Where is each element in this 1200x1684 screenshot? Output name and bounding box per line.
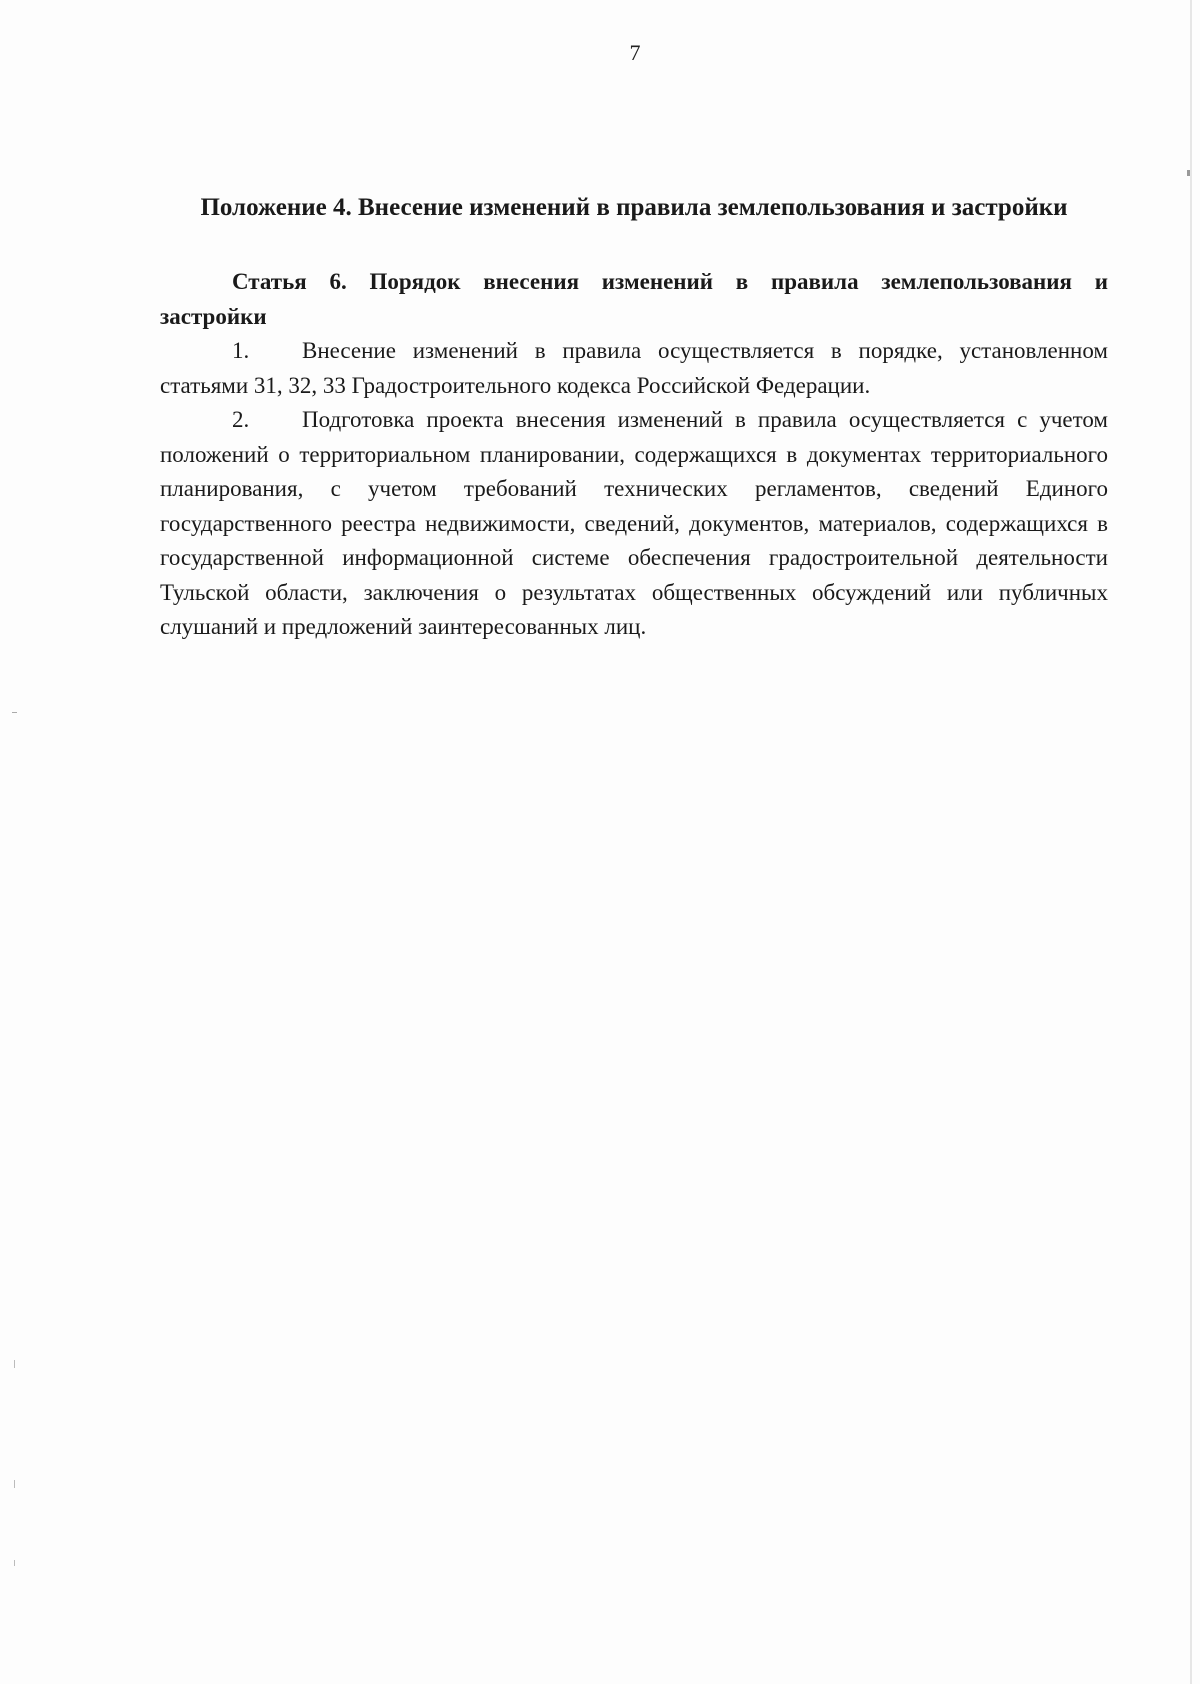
scan-artifact bbox=[14, 1560, 15, 1566]
paragraph-number: 2. bbox=[232, 407, 250, 432]
paragraph-text: Подготовка проекта внесения изменений в правила осуществляется с учетом положений о территориальном планировании, содержащихся в документах территориального планирования, с учетом требований технических регламентов, сведений Единого государственного реестра недвижимости, сведений, документов, материалов, содержащихся в государственной информационной системе обеспечения градостроительной деятельности Тульской области, заключения о результатах общественных обсуждений или публичных слушаний и предложений заинтересованных лиц. bbox=[160, 407, 1108, 639]
document-body bbox=[160, 190, 1108, 645]
paragraph-number: 1. bbox=[232, 338, 250, 363]
article-title: Статья 6. Порядок внесения изменений в правила землепользования и застройки bbox=[160, 269, 1108, 329]
scan-artifact bbox=[14, 1480, 15, 1488]
scan-artifact bbox=[12, 712, 17, 713]
paragraph-text: Внесение изменений в правила осуществляется в порядке, установленном статьями 31, 32, 33 Градостроительного кодекса Российской Федерации. bbox=[160, 338, 1108, 398]
paragraph-1 bbox=[160, 334, 1108, 403]
scan-artifact bbox=[1190, 0, 1192, 1684]
paragraph-2 bbox=[160, 403, 1108, 645]
scan-artifact bbox=[1187, 170, 1190, 176]
page-number: 7 bbox=[629, 40, 641, 65]
section-title: Положение 4. Внесение изменений в правила землепользования и застройки bbox=[200, 194, 1068, 221]
scan-artifact bbox=[14, 1360, 15, 1368]
